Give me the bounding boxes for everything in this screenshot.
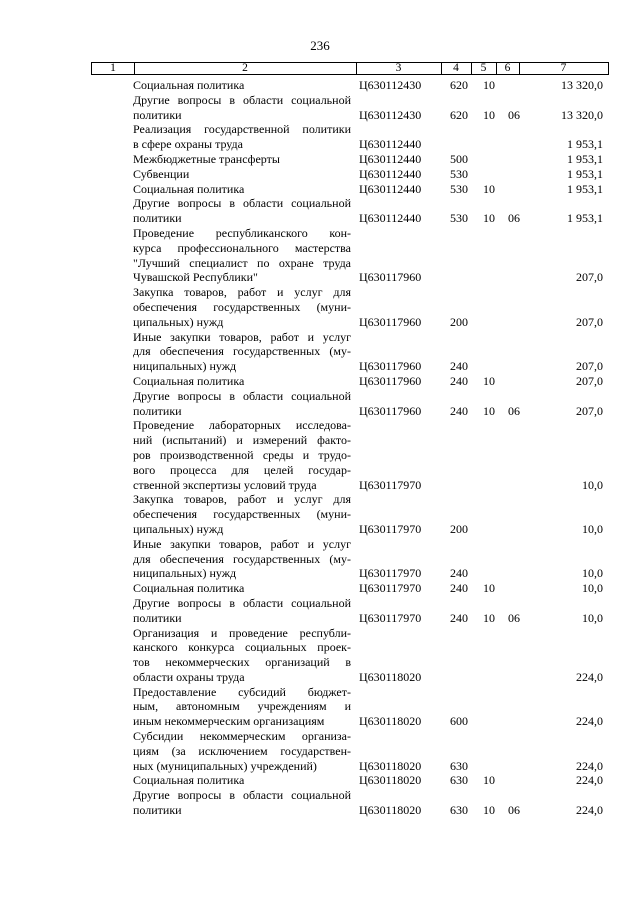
description-line: для обеспечения государственных (му- <box>133 344 351 359</box>
table-row <box>0 182 640 197</box>
description-line: в сфере охраны труда <box>133 137 243 152</box>
description-line: канского конкурса социальных проек- <box>133 640 351 655</box>
row-code: Ц630117970 <box>359 581 422 596</box>
description-line: Чувашской Республики" <box>133 270 258 285</box>
row-subsection: 06 <box>508 803 520 818</box>
row-description <box>133 685 351 729</box>
row-description <box>133 537 351 581</box>
description-line: ственной экспертизы условий труда <box>133 477 317 492</box>
row-code: Ц630112440 <box>359 151 422 166</box>
row-code: Ц630117970 <box>359 566 422 581</box>
row-code: Ц630117960 <box>359 314 422 329</box>
row-expense-type: 620 <box>450 78 468 92</box>
description-line: Организация и проведение республи- <box>133 625 351 640</box>
row-amount: 207,0 <box>576 373 603 388</box>
row-description <box>133 773 351 788</box>
row-expense-type: 240 <box>450 403 468 418</box>
row-description <box>133 626 351 685</box>
table-row <box>0 167 640 182</box>
header-col-2: 2 <box>134 63 357 74</box>
table-row <box>0 626 640 685</box>
description-line: ных (муниципальных) учреждений) <box>133 758 317 773</box>
table-row <box>0 492 640 536</box>
description-line: Иные закупки товаров, работ и услуг <box>133 536 351 551</box>
row-code: Ц630117970 <box>359 521 422 536</box>
description-line: Межбюджетные трансферты <box>133 151 280 166</box>
description-line: политики <box>133 211 182 226</box>
row-code: Ц630118020 <box>359 773 422 788</box>
row-code: Ц630118020 <box>359 758 422 773</box>
table-row <box>0 537 640 581</box>
table-row <box>0 196 640 226</box>
description-line: ний (испытаний) и измерений факто- <box>133 433 351 448</box>
row-section: 10 <box>483 403 495 418</box>
row-code: Ц630117960 <box>359 270 422 285</box>
row-expense-type: 530 <box>450 211 468 226</box>
table-row <box>0 152 640 167</box>
row-code: Ц630112440 <box>359 166 422 181</box>
row-expense-type: 600 <box>450 714 468 729</box>
row-expense-type: 630 <box>450 773 468 788</box>
row-code: Ц630117960 <box>359 373 422 388</box>
row-amount: 10,0 <box>582 477 603 492</box>
row-amount: 1 953,1 <box>567 181 603 196</box>
description-line: Субсидии некоммерческим организа- <box>133 729 351 744</box>
row-section: 10 <box>483 107 495 122</box>
description-line: вого процесса для целей государ- <box>133 462 351 477</box>
row-code: Ц630118020 <box>359 669 422 684</box>
row-description <box>133 418 351 492</box>
row-expense-type: 200 <box>450 314 468 329</box>
description-line: Другие вопросы в области социальной <box>133 92 351 107</box>
description-line: иным некоммерческим организациям <box>133 714 325 729</box>
description-line: Иные закупки товаров, работ и услуг <box>133 329 351 344</box>
row-description <box>133 374 351 389</box>
description-line: области охраны труда <box>133 669 245 684</box>
row-amount: 207,0 <box>576 403 603 418</box>
row-description <box>133 330 351 374</box>
row-description <box>133 788 351 818</box>
row-expense-type: 530 <box>450 181 468 196</box>
row-description <box>133 729 351 773</box>
description-line: Другие вопросы в области социальной <box>133 595 351 610</box>
header-col-4: 4 <box>441 63 472 74</box>
table-row <box>0 374 640 389</box>
row-section: 10 <box>483 773 495 788</box>
row-description <box>133 167 351 182</box>
row-code: Ц630118020 <box>359 714 422 729</box>
description-line: Закупка товаров, работ и услуг для <box>133 285 351 300</box>
description-line: политики <box>133 610 182 625</box>
row-expense-type: 240 <box>450 373 468 388</box>
description-line: Другие вопросы в области социальной <box>133 388 351 403</box>
table-body <box>0 78 640 818</box>
header-col-3: 3 <box>356 63 442 74</box>
table-row <box>0 226 640 285</box>
row-subsection: 06 <box>508 107 520 122</box>
description-line: Реализация государственной политики <box>133 122 351 137</box>
row-code: Ц630117970 <box>359 610 422 625</box>
description-line: Проведение республиканского кон- <box>133 225 351 240</box>
row-code: Ц630112430 <box>359 107 422 122</box>
row-amount: 1 953,1 <box>567 211 603 226</box>
row-expense-type: 630 <box>450 758 468 773</box>
row-amount: 224,0 <box>576 773 603 788</box>
header-col-1: 1 <box>92 63 135 74</box>
row-subsection: 06 <box>508 403 520 418</box>
row-amount: 10,0 <box>582 610 603 625</box>
row-description <box>133 196 351 226</box>
row-section: 10 <box>483 211 495 226</box>
description-line: "Лучший специалист по охране труда <box>133 255 351 270</box>
row-description <box>133 152 351 167</box>
row-amount: 10,0 <box>582 521 603 536</box>
row-amount: 13 320,0 <box>561 78 603 92</box>
description-line: Социальная политика <box>133 181 245 196</box>
description-line: тов некоммерческих организаций в <box>133 655 351 670</box>
row-section: 10 <box>483 610 495 625</box>
row-amount: 13 320,0 <box>561 107 603 122</box>
table-row <box>0 389 640 419</box>
description-line: политики <box>133 107 182 122</box>
description-line: политики <box>133 403 182 418</box>
row-description <box>133 596 351 626</box>
row-amount: 207,0 <box>576 359 603 374</box>
row-expense-type: 240 <box>450 566 468 581</box>
row-code: Ц630117960 <box>359 403 422 418</box>
description-line: обеспечения государственных (муни- <box>133 299 351 314</box>
header-col-6: 6 <box>496 63 520 74</box>
description-line: Предоставление субсидий бюджет- <box>133 684 351 699</box>
table-row <box>0 773 640 788</box>
table-row <box>0 285 640 329</box>
description-line: Субвенции <box>133 166 190 181</box>
table-header <box>91 62 609 75</box>
description-line: для обеспечения государственных (му- <box>133 551 351 566</box>
row-amount: 10,0 <box>582 581 603 596</box>
row-description <box>133 581 351 596</box>
table-row <box>0 418 640 492</box>
row-code: Ц630117960 <box>359 359 422 374</box>
description-line: Социальная политика <box>133 78 245 92</box>
row-amount: 224,0 <box>576 758 603 773</box>
row-expense-type: 240 <box>450 581 468 596</box>
description-line: ниципальных) нужд <box>133 359 237 374</box>
row-description <box>133 389 351 419</box>
description-line: Другие вопросы в области социальной <box>133 788 351 803</box>
row-amount: 10,0 <box>582 566 603 581</box>
row-section: 10 <box>483 803 495 818</box>
table-row <box>0 122 640 152</box>
description-line: ным, автономным учреждениям и <box>133 699 351 714</box>
description-line: ципальных) нужд <box>133 314 224 329</box>
row-expense-type: 240 <box>450 610 468 625</box>
row-expense-type: 630 <box>450 803 468 818</box>
description-line: Другие вопросы в области социальной <box>133 196 351 211</box>
row-section: 10 <box>483 373 495 388</box>
row-code: Ц630117970 <box>359 477 422 492</box>
row-section: 10 <box>483 181 495 196</box>
table-row <box>0 729 640 773</box>
row-amount: 1 953,1 <box>567 137 603 152</box>
table-row <box>0 330 640 374</box>
description-line: Социальная политика <box>133 581 245 596</box>
row-code: Ц630112440 <box>359 181 422 196</box>
row-amount: 224,0 <box>576 803 603 818</box>
table-row <box>0 93 640 123</box>
row-description <box>133 182 351 197</box>
description-line: Проведение лабораторных исследова- <box>133 418 351 433</box>
table-row <box>0 78 640 93</box>
row-expense-type: 530 <box>450 166 468 181</box>
row-expense-type: 240 <box>450 359 468 374</box>
header-col-7: 7 <box>560 62 567 74</box>
description-line: ниципальных) нужд <box>133 566 237 581</box>
row-amount: 207,0 <box>576 270 603 285</box>
row-subsection: 06 <box>508 211 520 226</box>
row-amount: 1 953,1 <box>567 151 603 166</box>
row-description <box>133 226 351 285</box>
page-number: 236 <box>310 38 330 53</box>
description-line: ров производственной среды и трудо- <box>133 447 351 462</box>
row-expense-type: 200 <box>450 521 468 536</box>
table-row <box>0 596 640 626</box>
row-section: 10 <box>483 581 495 596</box>
row-description <box>133 122 351 152</box>
description-line: циям (за исключением государствен- <box>133 743 351 758</box>
table-row <box>0 581 640 596</box>
row-description <box>133 285 351 329</box>
row-code: Ц630112440 <box>359 211 422 226</box>
row-amount: 207,0 <box>576 314 603 329</box>
description-line: Социальная политика <box>133 773 245 788</box>
description-line: курса профессионального мастерства <box>133 240 351 255</box>
row-description <box>133 78 351 93</box>
description-line: политики <box>133 803 182 818</box>
row-description <box>133 93 351 123</box>
row-description <box>133 492 351 536</box>
table-row <box>0 685 640 729</box>
row-code: Ц630118020 <box>359 803 422 818</box>
description-line: ципальных) нужд <box>133 521 224 536</box>
description-line: обеспечения государственных (муни- <box>133 507 351 522</box>
table-row <box>0 788 640 818</box>
row-expense-type: 620 <box>450 107 468 122</box>
row-expense-type: 500 <box>450 151 468 166</box>
header-col-5: 5 <box>471 63 497 74</box>
description-line: Закупка товаров, работ и услуг для <box>133 492 351 507</box>
row-amount: 224,0 <box>576 669 603 684</box>
row-amount: 1 953,1 <box>567 166 603 181</box>
row-code: Ц630112430 <box>359 78 422 92</box>
row-section: 10 <box>483 78 495 92</box>
row-amount: 224,0 <box>576 714 603 729</box>
row-subsection: 06 <box>508 610 520 625</box>
description-line: Социальная политика <box>133 373 245 388</box>
row-code: Ц630112440 <box>359 137 422 152</box>
